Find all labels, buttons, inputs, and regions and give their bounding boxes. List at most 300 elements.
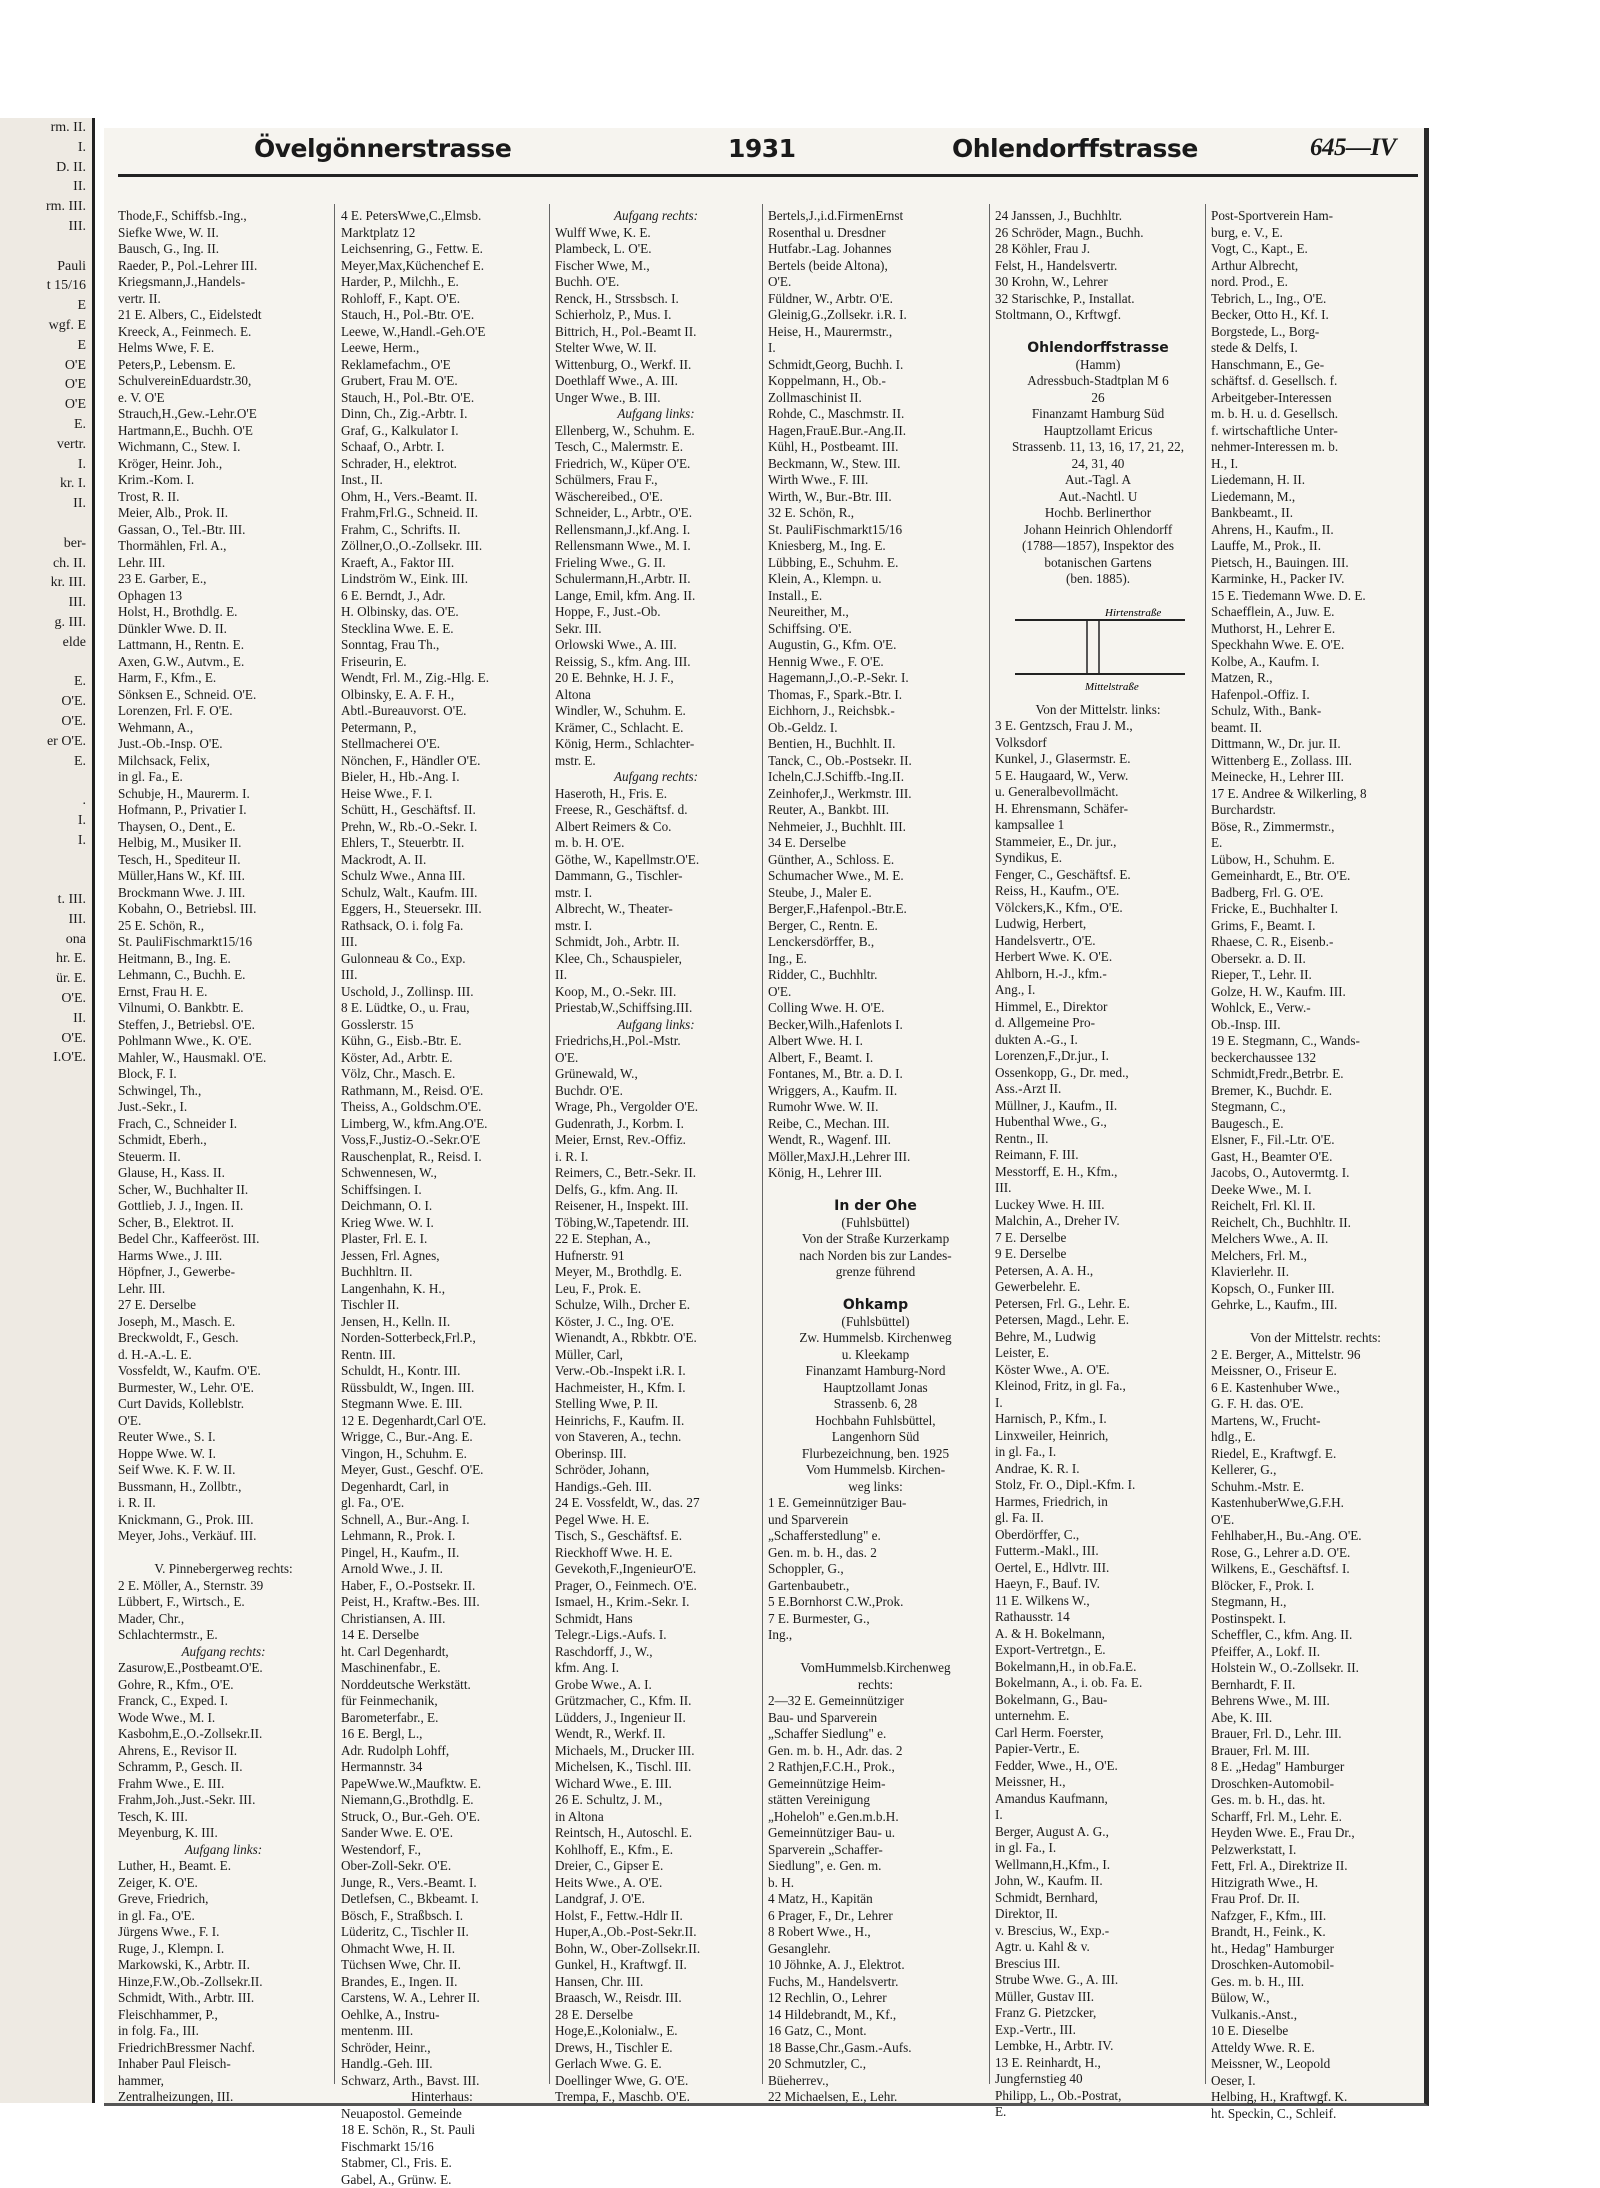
directory-entry-line: Fischmarkt 15/16 [341, 2139, 543, 2156]
directory-entry-line: (Fuhlsbüttel) [768, 1215, 983, 1232]
directory-entry-line: Vogt, C., Kapt., E. [1211, 241, 1420, 258]
directory-entry-line: Grobe Wwe., A. I. [555, 1677, 757, 1694]
directory-entry-line: Büeherrev., [768, 2073, 983, 2090]
directory-entry-line: Schmidt,Fredr.,Betrbr. E. [1211, 1066, 1420, 1083]
directory-entry-line: Reimann, F. III. [995, 1147, 1201, 1164]
directory-entry-line: i. R. I. [555, 1149, 757, 1166]
directory-entry-line: mentenm. III. [341, 2023, 543, 2040]
directory-entry-line: Wilkens, E., Geschäftsf. I. [1211, 1561, 1420, 1578]
directory-entry-line: Vossfeldt, W., Kaufm. O'E. [118, 1363, 329, 1380]
directory-entry-line: Linxweiler, Heinrich, [995, 1428, 1201, 1445]
directory-entry-line: Lenckersdörffer, B., [768, 934, 983, 951]
directory-entry-line: Heitmann, B., Ing. E. [118, 951, 329, 968]
directory-entry-line: Tesch, C., Malermstr. E. [555, 439, 757, 456]
directory-entry-line: Wichmann, C., Stew. I. [118, 439, 329, 456]
directory-entry-line: Augustin, G., Kfm. O'E. [768, 637, 983, 654]
directory-entry-line: Wellmann,H.,Kfm., I. [995, 1857, 1201, 1874]
directory-entry-line: kampsallee 1 [995, 817, 1201, 834]
directory-entry-line: Oberinsp. III. [555, 1446, 757, 1463]
directory-entry-line: 25 E. Schön, R., [118, 918, 329, 935]
directory-entry-line: Frieling Wwe., G. II. [555, 555, 757, 572]
prev-page-fragment: III. [0, 217, 92, 237]
directory-entry-line: Bertels (beide Altona), [768, 258, 983, 275]
directory-entry-line: „Schafferstedlung" e. [768, 1528, 983, 1545]
directory-entry-line: Krämer, C., Schlacht. E. [555, 720, 757, 737]
directory-entry-line: A. & H. Bokelmann, [995, 1626, 1201, 1643]
directory-entry-line: Inhaber Paul Fleisch- [118, 2056, 329, 2073]
directory-entry-line: „Schaffer Siedlung" e. [768, 1726, 983, 1743]
directory-entry-line: 6 E. Berndt, J., Adr. [341, 588, 543, 605]
directory-entry-line: Rathausstr. 14 [995, 1609, 1201, 1626]
prev-page-fragment: II. [0, 1009, 92, 1029]
directory-entry-line: Matzen, R., [1211, 670, 1420, 687]
directory-entry-line: Ges. m. b. H., III. [1211, 1974, 1420, 1991]
directory-entry-line: Schneider, L., Arbtr., O'E. [555, 505, 757, 522]
directory-entry-line: III. [341, 967, 543, 984]
directory-entry-line: dukten A.-G., I. [995, 1032, 1201, 1049]
directory-entry-line: Aufgang rechts: [555, 208, 757, 225]
column-3 [555, 208, 757, 2106]
directory-entry-line: Abe, K. III. [1211, 1710, 1420, 1727]
directory-entry-line: Arnold Wwe., J. II. [341, 1561, 543, 1578]
directory-entry-line: Rellensmann,J.,kf.Ang. I. [555, 522, 757, 539]
directory-entry-line: H., I. [1211, 456, 1420, 473]
directory-entry-line: Reiss, H., Kaufm., O'E. [995, 883, 1201, 900]
directory-entry-line: Ellenberg, W., Schuhm. E. [555, 423, 757, 440]
directory-entry-line: Riedel, E., Kraftwgf. E. [1211, 1446, 1420, 1463]
directory-entry-line: beamt. II. [1211, 720, 1420, 737]
directory-entry-line: Behrens Wwe., M. III. [1211, 1693, 1420, 1710]
directory-entry-line: Rentn., II. [995, 1131, 1201, 1148]
directory-entry-line: Thode,F., Schiffsb.-Ing., [118, 208, 329, 225]
prev-page-fragment: hr. E. [0, 949, 92, 969]
directory-entry-line: Schubje, H., Maurerm. I. [118, 786, 329, 803]
directory-entry-line: Hafenpol.-Offiz. I. [1211, 687, 1420, 704]
directory-entry-line: Siedlung", e. Gen. m. [768, 1858, 983, 1875]
directory-entry-line: Reisener, H., Inspekt. III. [555, 1198, 757, 1215]
directory-entry-line: ht., Hedag" Hamburger [1211, 1941, 1420, 1958]
directory-entry-line: ht. Carl Degenhardt, [341, 1644, 543, 1661]
directory-entry-line: Zasurow,E.,Postbeamt.O'E. [118, 1660, 329, 1677]
prev-page-fragment: I. [0, 831, 92, 851]
directory-entry-line: in Altona [555, 1809, 757, 1826]
directory-entry-line: Füldner, W., Arbtr. O'E. [768, 291, 983, 308]
directory-entry-line: Tesch, H., Spediteur II. [118, 852, 329, 869]
directory-entry-line: Hoge,E.,Kolonialw., E. [555, 2023, 757, 2040]
directory-entry-line: Exp.-Vertr., III. [995, 2022, 1201, 2039]
directory-entry-line: 12 E. Degenhardt,Carl O'E. [341, 1413, 543, 1430]
directory-entry-line: Lüdders, J., Ingenieur II. [555, 1710, 757, 1727]
directory-entry-line: Müller, Gustav III. [995, 1989, 1201, 2006]
directory-entry-line: O'E. [1211, 1512, 1420, 1529]
directory-entry-line: Bertels,J.,i.d.FirmenErnst [768, 208, 983, 225]
directory-entry-line: Bremer, K., Buchdr. E. [1211, 1083, 1420, 1100]
directory-entry-line: Prager, O., Feinmech. O'E. [555, 1578, 757, 1595]
directory-entry-line: Arbeitgeber-Interessen [1211, 390, 1420, 407]
directory-entry-line: Kühn, G., Eisb.-Btr. E. [341, 1033, 543, 1050]
directory-entry-line: Aut.-Nachtl. U [995, 489, 1201, 506]
directory-entry-line: Fedder, Wwe., H., O'E. [995, 1758, 1201, 1775]
directory-entry-line: Ernst, Frau H. E. [118, 984, 329, 1001]
directory-entry-line: weg links: [768, 1479, 983, 1496]
directory-entry-line: Gemeinnützige Heim- [768, 1776, 983, 1793]
directory-entry-line: Ang., I. [995, 982, 1201, 999]
directory-entry-line: 10 Jöhnke, A. J., Elektrot. [768, 1957, 983, 1974]
directory-entry-line: Grubert, Frau M. O'E. [341, 373, 543, 390]
directory-entry-line: Köster, J. C., Ing. O'E. [555, 1314, 757, 1331]
column-divider [762, 204, 763, 2084]
header-right-street: Ohlendorffstrasse [952, 134, 1198, 163]
directory-entry-line: Holst, H., Brothdlg. E. [118, 604, 329, 621]
directory-entry-line: 32 E. Schön, R., [768, 505, 983, 522]
directory-entry-line: Lange, Emil, kfm. Ang. II. [555, 588, 757, 605]
directory-entry-line: Ges. m. b. H., das. ht. [1211, 1792, 1420, 1809]
directory-entry-line: Limberg, W., kfm.Ang.O'E. [341, 1116, 543, 1133]
directory-entry-line: Mackrodt, A. II. [341, 852, 543, 869]
directory-entry-line: Bussmann, H., Zollbtr., [118, 1479, 329, 1496]
directory-entry-line: Becker, Otto H., Kf. I. [1211, 307, 1420, 324]
directory-entry-line: Hanschmann, E., Ge- [1211, 357, 1420, 374]
directory-entry-line: Rhaese, C. R., Eisenb.- [1211, 934, 1420, 951]
directory-entry-line: Nafzger, F., Kfm., III. [1211, 1908, 1420, 1925]
prev-page-fragment: O'E [0, 395, 92, 415]
directory-entry-line: Export-Vertretgn., E. [995, 1642, 1201, 1659]
directory-entry-line: Strauch,H.,Gew.-Lehr.O'E [118, 406, 329, 423]
directory-entry-line: Reuter Wwe., S. I. [118, 1429, 329, 1446]
directory-entry-line: Carl Herm. Foerster, [995, 1725, 1201, 1742]
directory-entry-line: Rohloff, F., Kapt. O'E. [341, 291, 543, 308]
directory-entry-line: Harder, P., Milchh., E. [341, 274, 543, 291]
directory-entry-line: Langenhahn, K. H., [341, 1281, 543, 1298]
directory-entry-line: 2 E. Möller, A., Sternstr. 39 [118, 1578, 329, 1595]
directory-entry-line: Pegel Wwe. H. E. [555, 1512, 757, 1529]
directory-entry-line: John, W., Kaufm. II. [995, 1873, 1201, 1890]
directory-entry-line: Heise, H., Maurermstr., [768, 324, 983, 341]
prev-page-fragment: O'E [0, 356, 92, 376]
directory-entry-line: Aut.-Tagl. A [995, 472, 1201, 489]
prev-page-fragment [0, 514, 92, 534]
directory-entry-line: mstr. I. [555, 885, 757, 902]
directory-entry-line: Futterm.-Makl., III. [995, 1543, 1201, 1560]
directory-entry-line: Lorenzen, Frl. F. O'E. [118, 703, 329, 720]
directory-entry-line: Schlachtermstr., E. [118, 1627, 329, 1644]
directory-entry-line: Bösch, F., Straßbsch. I. [341, 1908, 543, 1925]
directory-entry-line: Tebrich, L., Ing., O'E. [1211, 291, 1420, 308]
directory-entry-line: Trempa, F., Maschb. O'E. [555, 2089, 757, 2106]
directory-entry-line: Burmester, W., Lehr. O'E. [118, 1380, 329, 1397]
prev-page-fragment: E. [0, 415, 92, 435]
directory-entry-line: Hoppe, F., Just.-Ob. [555, 604, 757, 621]
directory-entry-line: Lattmann, H., Rentn. E. [118, 637, 329, 654]
directory-entry-line: Greve, Friedrich, [118, 1891, 329, 1908]
directory-entry-line: 15 E. Tiedemann Wwe. D. E. [1211, 588, 1420, 605]
directory-entry-line: Gosslerstr. 15 [341, 1017, 543, 1034]
directory-entry-line: VomHummelsb.Kirchenweg [768, 1660, 983, 1677]
directory-entry-line: Schwingel, Th., [118, 1083, 329, 1100]
directory-entry-line: Berger, C., Rentn. E. [768, 918, 983, 935]
directory-entry-line: Günther, A., Schloss. E. [768, 852, 983, 869]
directory-entry-line: Wulff Wwe, K. E. [555, 225, 757, 242]
directory-entry-line: Meyer, Gust., Geschf. O'E. [341, 1462, 543, 1479]
directory-entry-line: Junge, R., Vers.-Beamt. I. [341, 1875, 543, 1892]
directory-entry-line: Meyenburg, K. III. [118, 1825, 329, 1842]
directory-entry-line: beckerchaussee 132 [1211, 1050, 1420, 1067]
directory-entry-line: in gl. Fa., I. [995, 1444, 1201, 1461]
directory-entry-line: Telegr.-Ligs.-Aufs. I. [555, 1627, 757, 1644]
directory-entry-line: Deeke Wwe., M. I. [1211, 1182, 1420, 1199]
directory-entry-line: Zeinhofer,J., Werkmstr. III. [768, 786, 983, 803]
directory-entry-line: Pingel, H., Kaufm., II. [341, 1545, 543, 1562]
directory-entry-line: Ob.-Geldz. I. [768, 720, 983, 737]
directory-entry-line: Heinrichs, F., Kaufm. II. [555, 1413, 757, 1430]
prev-page-fragment: E. [0, 672, 92, 692]
directory-entry-line: Petersen, Frl. G., Lehr. E. [995, 1296, 1201, 1313]
directory-entry-line: 19 E. Stegmann, C., Wands- [1211, 1033, 1420, 1050]
directory-entry-line: Strassenb. 6, 28 [768, 1396, 983, 1413]
directory-entry-line: Rieper, T., Lehr. II. [1211, 967, 1420, 984]
directory-entry-line: Friseurin, E. [341, 654, 543, 671]
directory-entry-line: Hachmeister, H., Kfm. I. [555, 1380, 757, 1397]
directory-entry-line: Lembke, H., Arbtr. IV. [995, 2038, 1201, 2055]
directory-entry-line: Andrae, K. R. I. [995, 1461, 1201, 1478]
directory-entry-line: König, Herm., Schlachter- [555, 736, 757, 753]
directory-entry-line: Gemeinnütziger Bau- u. [768, 1825, 983, 1842]
directory-entry-line: E. [1211, 835, 1420, 852]
directory-entry-line: ht. Speckin, C., Schleif. [1211, 2106, 1420, 2123]
directory-entry-line: Lübow, H., Schuhm. E. [1211, 852, 1420, 869]
directory-entry-line: Droschken-Automobil- [1211, 1957, 1420, 1974]
directory-entry-line: 10 E. Dieselbe [1211, 2023, 1420, 2040]
directory-entry-line: Landgraf, J. O'E. [555, 1891, 757, 1908]
prev-page-fragment [0, 771, 92, 791]
prev-page-fragment: II. [0, 177, 92, 197]
directory-entry-line: Gartenbaubetr., [768, 1578, 983, 1595]
directory-entry-line: Berger, August A. G., [995, 1824, 1201, 1841]
directory-entry-line: Brauer, Frl. D., Lehr. III. [1211, 1726, 1420, 1743]
prev-page-fragment: er O'E. [0, 732, 92, 752]
directory-entry-line: König, H., Lehrer III. [768, 1165, 983, 1182]
directory-entry-line: i. R. II. [118, 1495, 329, 1512]
directory-entry-line: in folg. Fa., III. [118, 2023, 329, 2040]
directory-entry-line: Jacobs, O., Autovermtg. I. [1211, 1165, 1420, 1182]
prev-page-fragment: vertr. [0, 435, 92, 455]
directory-entry-line: 24 E. Vossfeldt, W., das. 27 [555, 1495, 757, 1512]
directory-entry-line: I. [995, 1395, 1201, 1412]
directory-entry-line: Müllner, J., Kaufm., II. [995, 1098, 1201, 1115]
directory-entry-line: Dünkler Wwe. D. II. [118, 621, 329, 638]
directory-entry-line: Axen, G.W., Autvm., E. [118, 654, 329, 671]
directory-entry-line: Melchers Wwe., A. II. [1211, 1231, 1420, 1248]
directory-entry-line: „Hoheloh" e.Gen.m.b.H. [768, 1809, 983, 1826]
directory-entry-line: Sekr. III. [555, 621, 757, 638]
directory-entry-line: Lüderitz, C., Tischler II. [341, 1924, 543, 1941]
column-divider [334, 204, 335, 2084]
directory-entry-line: Gevekoth,F.,IngenieurO'E. [555, 1561, 757, 1578]
directory-page [104, 128, 1429, 2106]
directory-entry-line: Buchhltrn. II. [341, 1264, 543, 1281]
directory-entry-line: und Sparverein [768, 1512, 983, 1529]
directory-entry-line: Fontanes, M., Btr. a. D. I. [768, 1066, 983, 1083]
directory-entry-line: Schulz Wwe., Anna III. [341, 868, 543, 885]
directory-entry-line: Von der Mittelstr. rechts: [1211, 1330, 1420, 1347]
header-year: 1931 [728, 134, 796, 163]
directory-entry-line: Thomas, F., Spark.-Btr. I. [768, 687, 983, 704]
directory-entry-line: Glause, H., Kass. II. [118, 1165, 329, 1182]
directory-entry-line: Hubenthal Wwe., G., [995, 1114, 1201, 1131]
directory-entry-line: Hermannstr. 34 [341, 1759, 543, 1776]
prev-page-fragment: E [0, 336, 92, 356]
directory-entry-line: Malchin, A., Dreher IV. [995, 1213, 1201, 1230]
directory-entry-line: 20 Schmutzler, C., [768, 2056, 983, 2073]
directory-entry-line: 2 Rathjen,F.C.H., Prok., [768, 1759, 983, 1776]
directory-entry-line: Schoppler, G., [768, 1561, 983, 1578]
directory-entry-line: Ruge, J., Klempn. I. [118, 1941, 329, 1958]
directory-entry-line: Drews, H., Tischler E. [555, 2040, 757, 2057]
directory-entry-line: Pietsch, H., Bauingen. III. [1211, 555, 1420, 572]
directory-entry-line: Kriegsmann,J.,Handels- [118, 274, 329, 291]
directory-entry-line: Kraeft, A., Faktor III. [341, 555, 543, 572]
directory-entry-line: Wendt, R., Wagenf. III. [768, 1132, 983, 1149]
directory-entry-line: Vilnumi, O. Bankbtr. E. [118, 1000, 329, 1017]
directory-entry-line: 1 E. Gemeinnütziger Bau- [768, 1495, 983, 1512]
directory-entry-line: Nehmeier, J., Buchhlt. III. [768, 819, 983, 836]
directory-entry-line: Brockmann Wwe. J. III. [118, 885, 329, 902]
directory-entry-line: (1788—1857), Inspektor des [995, 538, 1201, 555]
directory-entry-line: Theiss, A., Goldschm.O'E. [341, 1099, 543, 1116]
directory-entry-line: 6 E. Kastenhuber Wwe., [1211, 1380, 1420, 1397]
directory-entry-line: Hufnerstr. 91 [555, 1248, 757, 1265]
column-4 [768, 208, 983, 2106]
directory-entry-line: KastenhuberWwe,G.F.H. [1211, 1495, 1420, 1512]
directory-entry-line: Bankbeamt., II. [1211, 505, 1420, 522]
directory-entry-line: Gen. m. b. H., Adr. das. 2 [768, 1743, 983, 1760]
directory-entry-line: Wrigge, C., Bur.-Ang. E. [341, 1429, 543, 1446]
directory-entry-line: gl. Fa., O'E. [341, 1495, 543, 1512]
directory-entry-line: Buchh. O'E. [555, 274, 757, 291]
directory-entry-line: Frach, C., Schneider I. [118, 1116, 329, 1133]
directory-entry-line: 23 E. Garber, E., [118, 571, 329, 588]
prev-page-fragment: O'E. [0, 989, 92, 1009]
directory-entry-line: Albert Wwe. H. I. [768, 1033, 983, 1050]
directory-entry-line: O'E. [768, 274, 983, 291]
directory-entry-line: Voss,F.,Justiz-O.-Sekr.O'E [341, 1132, 543, 1149]
directory-entry-line: Hochbahn Fuhlsbüttel, [768, 1413, 983, 1430]
directory-entry-line: 28 Köhler, Frau J. [995, 241, 1201, 258]
directory-entry-line: Wode Wwe., M. I. [118, 1710, 329, 1727]
directory-entry-line: Stauch, H., Pol.-Btr. O'E. [341, 390, 543, 407]
prev-page-fragment: E. [0, 752, 92, 772]
directory-entry-line: Kleinod, Fritz, in gl. Fa., [995, 1378, 1201, 1395]
directory-entry-line: Knickmann, G., Prok. III. [118, 1512, 329, 1529]
directory-entry-line: 18 Basse,Chr.,Gasm.-Aufs. [768, 2040, 983, 2057]
directory-entry-line: Bohn, W., Ober-Zollsekr.II. [555, 1941, 757, 1958]
prev-page-fragment: g. III. [0, 613, 92, 633]
directory-entry-line: Windler, W., Schuhm. E. [555, 703, 757, 720]
directory-entry-line: Fricke, E., Buchhalter I. [1211, 901, 1420, 918]
directory-entry-line: Ahrens, H., Kaufm., II. [1211, 522, 1420, 539]
directory-entry-line: Finanzamt Hamburg-Nord [768, 1363, 983, 1380]
directory-entry-line: Stabmer, Cl., Fris. E. [341, 2155, 543, 2172]
directory-entry-line: Huper,A.,Ob.-Post-Sekr.II. [555, 1924, 757, 1941]
directory-entry-line: Harms Wwe., J. III. [118, 1248, 329, 1265]
directory-entry-line: 21 E. Albers, C., Eidelstedt [118, 307, 329, 324]
directory-entry-line: Nönchen, F., Händler O'E. [341, 753, 543, 770]
directory-entry-line: Gabel, A., Grünw. E. [341, 2172, 543, 2188]
column-5 [995, 208, 1201, 2121]
directory-entry-line: Thormählen, Frl. A., [118, 538, 329, 555]
directory-entry-line: grenze führend [768, 1264, 983, 1281]
directory-entry-line: Wienandt, A., Rbkbtr. O'E. [555, 1330, 757, 1347]
directory-entry-line: Volksdorf [995, 735, 1201, 752]
directory-entry-line: Kreeck, A., Feinmech. E. [118, 324, 329, 341]
directory-entry-line: Gemeinhardt, E., Btr. O'E. [1211, 868, 1420, 885]
prev-page-fragment: elde [0, 633, 92, 653]
directory-entry-line: 11 E. Wilkens W., [995, 1593, 1201, 1610]
directory-entry-line: Jungfernstieg 40 [995, 2071, 1201, 2088]
prev-page-fragment: O'E. [0, 1029, 92, 1049]
directory-entry-line: St. PauliFischmarkt15/16 [118, 934, 329, 951]
directory-entry-line: Lübbing, E., Schuhm. E. [768, 555, 983, 572]
directory-entry-line: Vom Hummelsb. Kirchen- [768, 1462, 983, 1479]
directory-entry-line: Priestab,W.,Schiffsing.III. [555, 1000, 757, 1017]
directory-entry-line: Tisch, S., Geschäftsf. E. [555, 1528, 757, 1545]
directory-entry-line: Hartmann,E., Buchh. O'E [118, 423, 329, 440]
directory-entry-line: Meissner, O., Friseur E. [1211, 1363, 1420, 1380]
directory-entry-line: Deichmann, O. I. [341, 1198, 543, 1215]
directory-entry-line: Steuerm. II. [118, 1149, 329, 1166]
directory-entry-line: Ass.-Arzt II. [995, 1081, 1201, 1098]
directory-entry-line: O'E. [118, 1413, 329, 1430]
directory-entry-line: Adr. Rudolph Lohff, [341, 1743, 543, 1760]
directory-entry-line: Haeyn, F., Bauf. IV. [995, 1576, 1201, 1593]
directory-entry-line: Joseph, M., Masch. E. [118, 1314, 329, 1331]
directory-entry-line: 13 E. Reinhardt, H., [995, 2055, 1201, 2072]
directory-entry-line: Hutfabr.-Lag. Johannes [768, 241, 983, 258]
directory-entry-line: Wehmann, A., [118, 720, 329, 737]
directory-entry-line: Franz G. Pietzcker, [995, 2005, 1201, 2022]
directory-entry-line: Brauer, Frl. M. III. [1211, 1743, 1420, 1760]
directory-entry-line: I. [768, 340, 983, 357]
directory-entry-line: Krieg Wwe. W. I. [341, 1215, 543, 1232]
directory-entry-line: Markowski, K., Arbtr. II. [118, 1957, 329, 1974]
directory-entry-line: Obersekr. a. D. II. [1211, 951, 1420, 968]
directory-entry-line: Maschinenfabr., E. [341, 1660, 543, 1677]
directory-entry-line: Gesanglehr. [768, 1941, 983, 1958]
directory-entry-line: 28 E. Derselbe [555, 2007, 757, 2024]
directory-entry-line: Ehlers, T., Steuerbtr. II. [341, 835, 543, 852]
directory-entry-line: Jessen, Frl. Agnes, [341, 1248, 543, 1265]
directory-entry-line: 9 E. Derselbe [995, 1246, 1201, 1263]
directory-entry-line: Lindström W., Eink. III. [341, 571, 543, 588]
directory-entry-line: Langenhorn Süd [768, 1429, 983, 1446]
directory-entry-line: Zollmaschinist II. [768, 390, 983, 407]
directory-entry-line: Messtorff, E. H., Kfm., [995, 1164, 1201, 1181]
directory-entry-line: Seif Wwe. K. F. W. II. [118, 1462, 329, 1479]
directory-entry-line: Bokelmann, G., Bau- [995, 1692, 1201, 1709]
directory-entry-line: nach Norden bis zur Landes- [768, 1248, 983, 1265]
directory-entry-line: Gottlieb, J. J., Ingen. II. [118, 1198, 329, 1215]
prev-page-fragment: . [0, 791, 92, 811]
prev-page-fragment: kr. III. [0, 573, 92, 593]
directory-entry-line: Stegmann, C., [1211, 1099, 1420, 1116]
directory-entry-line: u. Generalbevollmächt. [995, 784, 1201, 801]
directory-entry-line: Rieckhoff Wwe. H. E. [555, 1545, 757, 1562]
directory-entry-line: SchulvereinEduardstr.30, [118, 373, 329, 390]
directory-entry-line: Schröder, Heinr., [341, 2040, 543, 2057]
directory-entry-line: Ahrens, E., Revisor II. [118, 1743, 329, 1760]
directory-entry-line: Fenger, C., Geschäftsf. E. [995, 867, 1201, 884]
directory-entry-line: St. PauliFischmarkt15/16 [768, 522, 983, 539]
